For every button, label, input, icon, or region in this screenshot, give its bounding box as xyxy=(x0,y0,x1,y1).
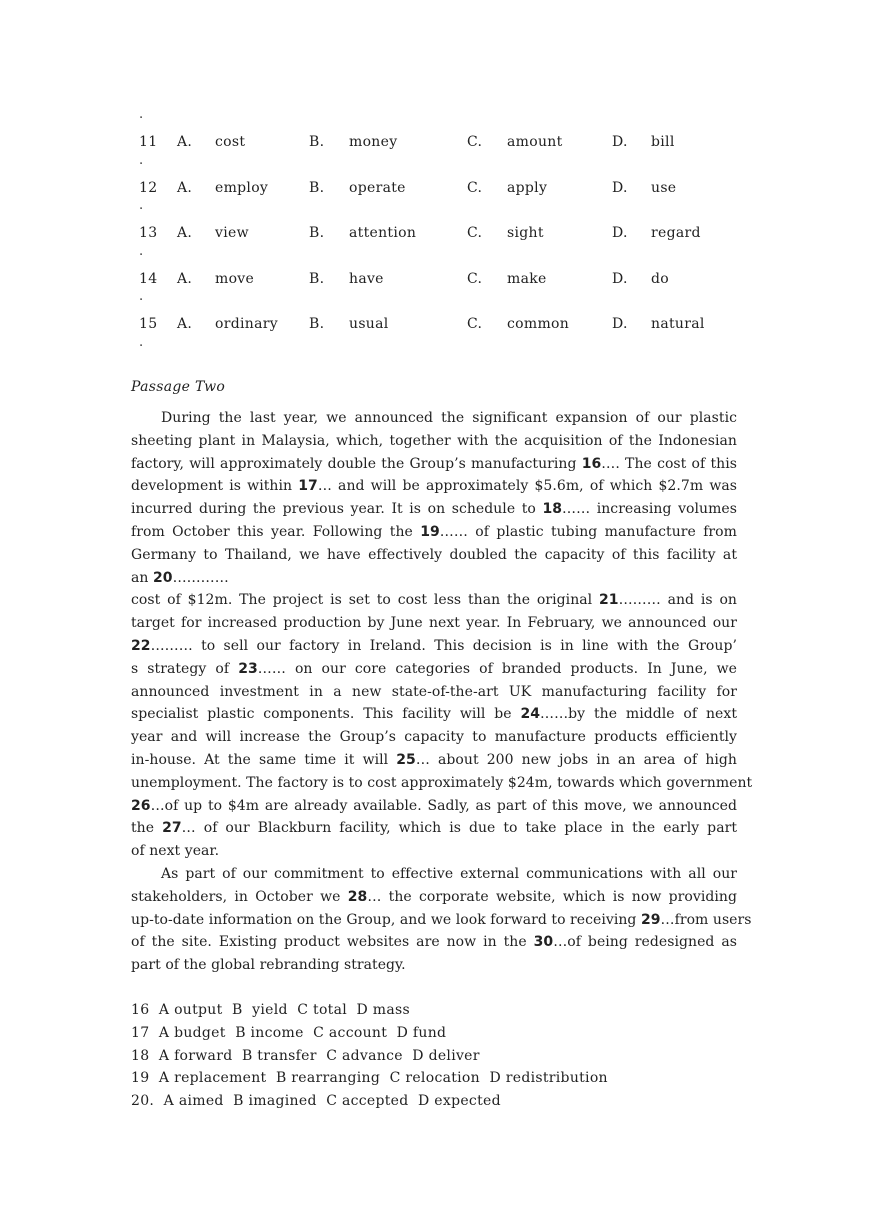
blank-number: 29 xyxy=(640,911,661,928)
passage-line xyxy=(131,909,752,932)
passage-line-text: … the corporate website, which is now providing xyxy=(367,888,737,905)
passage-line xyxy=(131,749,737,772)
blank-number: 30 xyxy=(533,934,554,951)
question-number: 13 xyxy=(139,225,158,242)
passage-line xyxy=(131,795,737,818)
passage-line-text: up-to-date information on the Group, and we look forward to receiving xyxy=(131,911,641,928)
passage-line-text: of the site. Existing product websites are now in the xyxy=(131,934,534,951)
option-c-letter: C. xyxy=(467,316,483,333)
option-b-text: have xyxy=(349,270,384,287)
row-separator-dot: . xyxy=(139,335,144,350)
passage-line xyxy=(131,635,737,658)
option-d-text: natural xyxy=(651,316,705,333)
passage-line-text: development is within xyxy=(131,478,299,495)
passage-line-text: … about 200 new jobs in an area of high xyxy=(415,751,737,768)
option-d-letter: D. xyxy=(612,179,628,196)
answer-option-line: 18 A forward B transfer C advance D deliver xyxy=(131,1047,480,1064)
row-separator-dot: . xyxy=(139,289,144,305)
answer-option-line: 19 A replacement B rearranging C relocation D redistribution xyxy=(131,1070,608,1087)
passage-line xyxy=(131,544,737,567)
option-b-text: operate xyxy=(349,179,406,196)
passage-line-text: year and will increase the Group’s capacity to manufacture products efficiently xyxy=(131,729,737,746)
blank-number: 22 xyxy=(131,637,151,654)
option-b-text: attention xyxy=(349,225,417,242)
passage-line-text: …… of plastic tubing manufacture from xyxy=(439,523,737,540)
passage-line xyxy=(131,521,737,544)
option-b-letter: B. xyxy=(309,316,325,333)
passage-title: Passage Two xyxy=(131,379,226,395)
blank-number: 17 xyxy=(298,478,318,495)
passage-line-text: …of being redesigned as xyxy=(553,934,737,951)
option-d-letter: D. xyxy=(612,316,628,333)
passage-line xyxy=(131,772,753,795)
blank-number: 24 xyxy=(520,706,541,723)
passage-line-text: factory, will approximately double the Group’s manufacturing xyxy=(131,455,582,472)
option-d-letter: D. xyxy=(612,270,628,287)
row-separator-dot: . xyxy=(139,243,144,259)
passage-line xyxy=(131,886,737,909)
question-number: 14 xyxy=(139,270,158,287)
passage-line-text: As part of our commitment to effective external communications with all our xyxy=(161,865,737,882)
passage-line xyxy=(131,612,737,635)
blank-number: 20 xyxy=(152,569,173,586)
blank-number: 19 xyxy=(420,523,440,540)
passage-line-text: specialist plastic components. This facility will be xyxy=(131,706,521,723)
blank-number: 16 xyxy=(581,455,602,472)
passage-line xyxy=(131,703,737,726)
passage-line xyxy=(131,589,737,612)
passage-line xyxy=(131,475,737,498)
option-a-text: employ xyxy=(215,179,269,196)
option-c-letter: C. xyxy=(467,179,483,196)
passage-line xyxy=(131,407,737,430)
passage-line xyxy=(131,726,737,749)
option-d-letter: D. xyxy=(612,134,628,150)
option-b-letter: B. xyxy=(309,270,325,287)
passage-line xyxy=(131,498,737,521)
option-a-text: view xyxy=(215,225,249,242)
passage-line-text: …. The cost of this xyxy=(601,455,737,472)
passage-line-text: from October this year. Following the xyxy=(131,523,421,540)
blank-number: 21 xyxy=(599,592,619,609)
answer-option-line: 20. A aimed B imagined C accepted D expected xyxy=(131,1093,501,1110)
passage-line-text: ……… to sell our factory in Ireland. This decision is in line with the Group’ xyxy=(150,637,737,654)
option-d-letter: D. xyxy=(612,225,628,242)
passage-line xyxy=(131,681,737,704)
passage-line-text: ……… and is on xyxy=(618,592,738,609)
blank-number: 26 xyxy=(131,797,151,814)
answer-option-line: 17 A budget B income C account D fund xyxy=(131,1024,447,1041)
row-separator-dot: . xyxy=(139,152,144,168)
passage-line-text: stakeholders, in October we xyxy=(131,888,348,905)
option-b-text: usual xyxy=(349,316,389,333)
passage-line-text: part of the global rebranding strategy. xyxy=(131,957,406,974)
passage-line-text: s strategy of xyxy=(131,660,239,677)
passage-line-text: of next year. xyxy=(131,843,220,860)
option-c-text: apply xyxy=(507,179,548,196)
passage-line-text: …… on our core categories of branded products. In June, we xyxy=(257,660,737,677)
passage-line-text: Germany to Thailand, we have effectively doubled the capacity of this facility at xyxy=(131,546,737,563)
option-b-letter: B. xyxy=(309,179,325,196)
question-number: 12 xyxy=(139,179,158,196)
question-number: 15 xyxy=(139,316,158,333)
option-row xyxy=(139,225,759,245)
option-c-letter: C. xyxy=(467,270,483,287)
passage-line xyxy=(131,817,737,840)
passage-line xyxy=(131,453,737,476)
passage-line xyxy=(131,567,737,590)
passage-line-text: unemployment. The factory is to cost approximately $24m, towards which government xyxy=(131,774,753,791)
passage-line xyxy=(131,931,737,954)
option-d-text: do xyxy=(651,270,669,287)
row-separator-dot: . xyxy=(139,107,144,122)
option-c-text: common xyxy=(507,316,570,333)
blank-number: 23 xyxy=(238,660,258,677)
option-a-letter: A. xyxy=(177,270,193,287)
blank-number: 25 xyxy=(396,751,416,768)
passage-line-text: …from users xyxy=(660,911,752,928)
option-c-text: sight xyxy=(507,225,544,242)
option-row xyxy=(139,271,759,291)
option-a-letter: A. xyxy=(177,179,193,196)
option-c-text: amount xyxy=(507,134,563,150)
passage-line xyxy=(131,658,737,681)
passage-line-text: …… increasing volumes xyxy=(562,501,737,518)
option-b-text: money xyxy=(349,134,398,150)
passage-line xyxy=(131,840,737,863)
passage-line-text: an xyxy=(131,569,153,586)
option-row xyxy=(139,180,759,200)
option-b-letter: B. xyxy=(309,134,325,150)
option-d-text: bill xyxy=(651,134,675,150)
passage-line-text: target for increased production by June next year. In February, we announced our xyxy=(131,615,737,632)
answer-option-line: 16 A output B yield C total D mass xyxy=(131,1002,410,1018)
option-a-text: cost xyxy=(215,134,246,150)
answer-options xyxy=(131,999,608,1113)
question-number: 11 xyxy=(139,134,158,150)
passage-line-text: incurred during the previous year. It is on schedule to xyxy=(131,501,543,518)
option-row xyxy=(139,316,759,336)
option-c-letter: C. xyxy=(467,134,483,150)
blank-number: 28 xyxy=(347,888,368,905)
passage-line-text: announced investment in a new state-of-the-art UK manufacturing facility for xyxy=(131,683,737,700)
passage-line-text: sheeting plant in Malaysia, which, together with the acquisition of the Indonesian xyxy=(131,432,737,449)
option-c-letter: C. xyxy=(467,225,483,242)
option-row xyxy=(139,134,759,154)
passage-text xyxy=(131,407,753,977)
passage-line xyxy=(131,863,737,886)
passage-line xyxy=(131,430,737,453)
passage-line-text: …of up to $4m are already available. Sadly, as part of this move, we announced xyxy=(150,797,737,814)
passage-line-text: During the last year, we announced the significant expansion of our plastic xyxy=(161,410,737,426)
option-a-text: move xyxy=(215,270,255,287)
option-b-letter: B. xyxy=(309,225,325,242)
option-a-letter: A. xyxy=(177,316,193,333)
option-c-text: make xyxy=(507,270,547,287)
blank-number: 27 xyxy=(162,820,182,837)
option-a-letter: A. xyxy=(177,134,193,150)
passage-line-text: … of our Blackburn facility, which is due to take place in the early part xyxy=(181,820,738,837)
option-d-text: use xyxy=(651,179,677,196)
option-d-text: regard xyxy=(651,225,701,242)
passage-line-text: cost of $12m. The project is set to cost less than the original xyxy=(131,592,600,609)
row-separator-dot: . xyxy=(139,198,144,214)
passage-line xyxy=(131,954,737,977)
passage-line-text: ………… xyxy=(172,569,229,586)
passage-line-text: the xyxy=(131,820,163,837)
passage-line-text: … and will be approximately $5.6m, of which $2.7m was xyxy=(317,478,737,495)
passage-line-text: ……by the middle of next xyxy=(540,706,738,723)
option-a-letter: A. xyxy=(177,225,193,242)
option-a-text: ordinary xyxy=(215,316,278,333)
blank-number: 18 xyxy=(542,501,563,518)
passage-line-text: in-house. At the same time it will xyxy=(131,751,397,768)
